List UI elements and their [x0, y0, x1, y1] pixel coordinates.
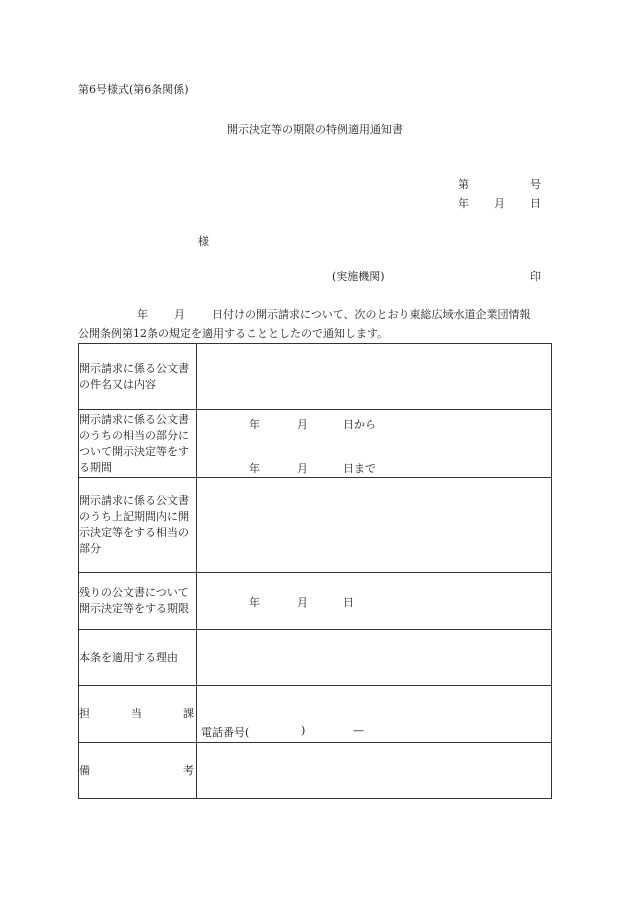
section-label — [79, 686, 197, 743]
subject-label: 開示請求に係る公文書の件名又は内容 — [79, 344, 197, 410]
phone-label: 電話番号( — [201, 726, 250, 739]
period-from-year: 年 — [249, 418, 260, 431]
section-value[interactable] — [197, 686, 552, 743]
addressee-suffix: 様 — [198, 235, 209, 248]
row-remarks — [79, 743, 552, 799]
body-text-line1: 日付けの開示請求について、次のとおり東総広域水道企業団情報 — [212, 308, 531, 321]
period-from-day: 日から — [343, 418, 376, 431]
portion-label: 開示請求に係る公文書のうち上記期間内に開示決定等をする相当の部分 — [79, 478, 197, 573]
document-title: 開示決定等の期限の特例適用通知書 — [227, 123, 403, 136]
period-to-year: 年 — [249, 462, 260, 475]
section-label-char-1: 担 — [79, 707, 90, 720]
row-portion — [79, 478, 552, 573]
doc-number-suffix: 号 — [530, 178, 541, 191]
body-text-line2: 公開条例第12条の規定を適用することとしたので通知します。 — [78, 327, 389, 340]
phone-dash: — — [353, 724, 364, 737]
remarks-value[interactable] — [197, 743, 552, 799]
reason-value[interactable] — [197, 630, 552, 686]
row-reason — [79, 630, 552, 686]
period-value[interactable] — [197, 410, 552, 478]
period-to-day: 日まで — [343, 462, 376, 475]
section-label-char-2: 当 — [131, 707, 142, 720]
phone-paren-close: ) — [301, 724, 306, 737]
date-day: 日 — [530, 197, 541, 210]
remarks-label-char-1: 備 — [79, 763, 90, 777]
date-year: 年 — [458, 197, 469, 210]
date-month: 月 — [494, 197, 505, 210]
subject-value[interactable] — [197, 344, 552, 410]
agency-label: (実施機関) — [332, 270, 385, 283]
remarks-label-char-2: 考 — [183, 763, 194, 777]
doc-number-prefix: 第 — [458, 178, 469, 191]
body-year: 年 — [137, 308, 148, 321]
period-to-month: 月 — [297, 462, 308, 475]
portion-value[interactable] — [197, 478, 552, 573]
period-from-month: 月 — [297, 418, 308, 431]
remarks-label — [79, 743, 197, 799]
deadline-year: 年 — [249, 596, 260, 609]
period-label: 開示請求に係る公文書のうちの相当の部分について開示決定等をする期間 — [79, 410, 197, 478]
seal-mark: 印 — [530, 270, 541, 283]
form-number: 第6号様式(第6条関係) — [78, 83, 189, 96]
deadline-month: 月 — [297, 596, 308, 609]
row-deadline — [79, 573, 552, 630]
reason-label: 本条を適用する理由 — [79, 630, 197, 686]
row-section — [79, 686, 552, 743]
row-period — [79, 410, 552, 478]
body-month: 月 — [174, 308, 185, 321]
deadline-value[interactable] — [197, 573, 552, 630]
row-subject — [79, 344, 552, 410]
deadline-day: 日 — [343, 596, 354, 609]
section-label-char-3: 課 — [183, 707, 194, 720]
notice-form-table — [78, 343, 552, 799]
deadline-label: 残りの公文書について開示決定等をする期限 — [79, 573, 197, 630]
